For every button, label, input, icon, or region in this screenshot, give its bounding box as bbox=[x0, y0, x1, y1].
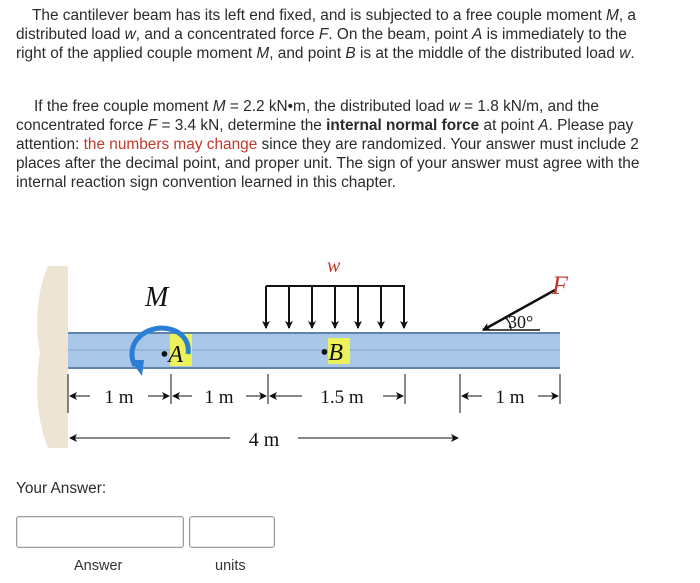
text-segment: is at the middle of the distributed load bbox=[355, 45, 620, 62]
distributed-load-label: w bbox=[327, 255, 341, 277]
answer-input[interactable] bbox=[16, 516, 184, 548]
text-segment: , and a concentrated force bbox=[135, 26, 319, 43]
angle-label: 30° bbox=[508, 312, 534, 332]
text-segment: If the free couple moment bbox=[34, 98, 213, 115]
beam-diagram bbox=[30, 248, 590, 463]
var-m: M bbox=[256, 45, 270, 62]
text-segment: , and point bbox=[269, 45, 346, 62]
dim-label-1: 1 m bbox=[104, 387, 134, 408]
randomized-warning: the numbers may change bbox=[83, 136, 258, 153]
var-w: w bbox=[448, 98, 460, 115]
var-m: M bbox=[212, 98, 226, 115]
var-m: M bbox=[606, 7, 619, 24]
answer-caption: Answer bbox=[74, 558, 123, 574]
text-segment: . On the beam, point bbox=[328, 26, 473, 43]
var-w: w bbox=[619, 45, 631, 62]
problem-statement bbox=[16, 6, 656, 63]
text-segment: is immediately to the right of the applied couple moment bbox=[16, 26, 627, 62]
dim-label-2: 1 m bbox=[204, 387, 234, 408]
var-a: A bbox=[538, 117, 549, 134]
total-length-label: 4 m bbox=[248, 429, 280, 451]
your-answer-label: Your Answer: bbox=[16, 480, 107, 497]
problem-instructions bbox=[16, 97, 656, 192]
units-input[interactable] bbox=[189, 516, 275, 548]
text-segment: = 1.8 kN/m, and the concentrated force bbox=[16, 98, 599, 134]
units-caption: units bbox=[215, 558, 246, 574]
point-b-label: •B bbox=[320, 340, 344, 366]
var-b: B bbox=[345, 45, 356, 62]
var-f: F bbox=[147, 117, 158, 134]
text-segment: . bbox=[630, 45, 635, 62]
text-segment: since they are randomized. Your answer must include 2 places after the decimal point, and proper unit. The sign of your answer must agree with the internal reaction sign convention learned in this chapter. bbox=[16, 136, 640, 191]
text-segment: The cantilever beam has its left end fixed, and is subjected to a free couple moment bbox=[32, 7, 607, 24]
text-segment: = 2.2 kN•m, the distributed load bbox=[225, 98, 449, 115]
point-a-label: •A bbox=[160, 342, 184, 368]
dim-label-4: 1 m bbox=[495, 387, 525, 408]
var-a: A bbox=[472, 26, 483, 43]
var-f: F bbox=[318, 26, 329, 43]
text-segment: . Please pay attention: bbox=[16, 117, 634, 153]
fixed-wall bbox=[37, 266, 68, 448]
text-segment: at point bbox=[479, 117, 539, 134]
moment-label: M bbox=[145, 282, 169, 313]
text-segment: = 3.4 kN, determine the bbox=[157, 117, 327, 134]
text-segment: , a distributed load bbox=[16, 7, 636, 43]
force-label: F bbox=[552, 271, 568, 300]
bold-term: internal normal force bbox=[326, 117, 480, 134]
dim-label-3: 1.5 m bbox=[320, 387, 364, 408]
var-w: w bbox=[124, 26, 136, 43]
